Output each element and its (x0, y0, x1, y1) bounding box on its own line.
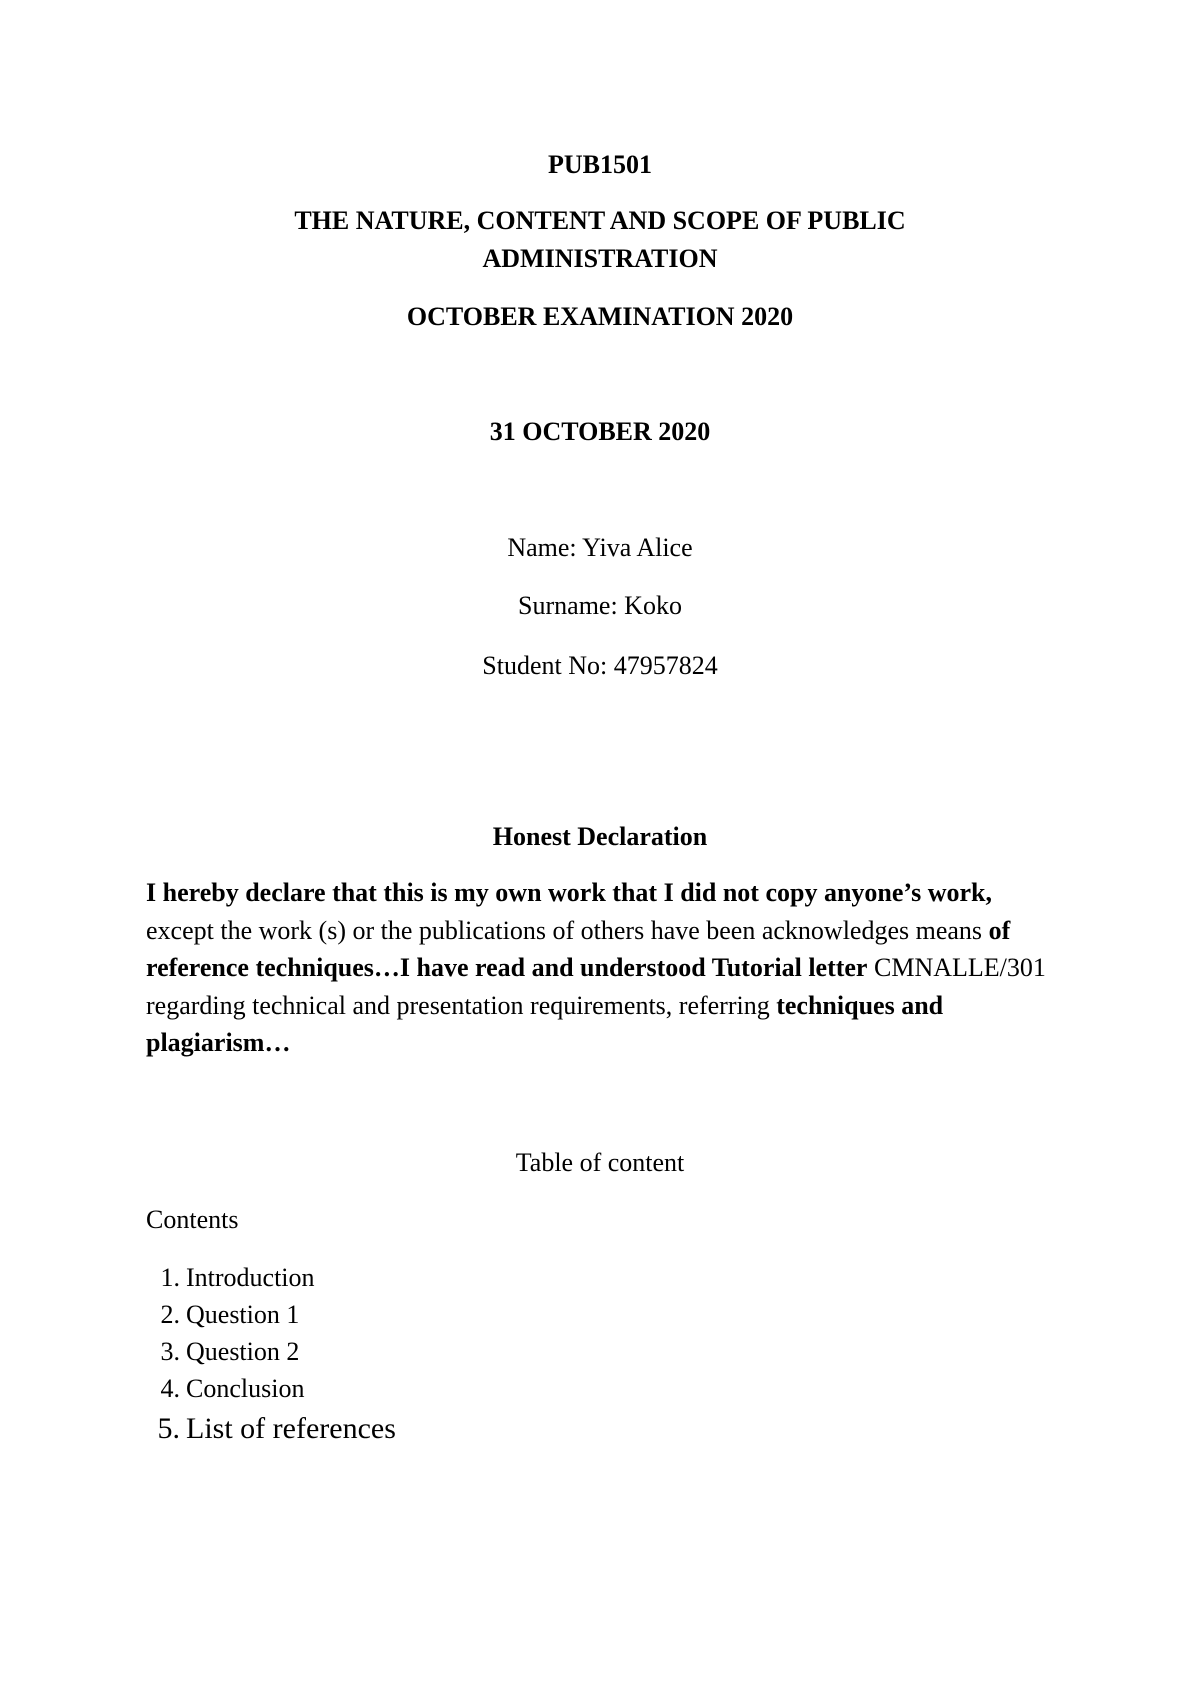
course-code: PUB1501 (548, 150, 652, 179)
toc-item-label: Question 2 (186, 1337, 300, 1366)
toc-item-introduction (146, 1259, 396, 1296)
course-title-line-1: THE NATURE, CONTENT AND SCOPE OF PUBLIC (294, 206, 906, 235)
student-number: Student No: 47957824 (482, 651, 718, 680)
declaration-segment: CMNALLE/301 regarding technical and presentation requirements, referring (146, 953, 1046, 1020)
toc-item-label: Question 1 (186, 1300, 300, 1329)
toc-item-list-of-references (146, 1407, 396, 1451)
declaration-heading: Honest Declaration (492, 822, 708, 851)
toc-list (146, 1259, 396, 1451)
declaration-segment: of reference techniques…I have read and understood Tutorial letter (146, 915, 1011, 982)
declaration-segment: I hereby declare that this is my own work that I did not copy anyone’s work, (146, 878, 993, 907)
exam-date: 31 OCTOBER 2020 (489, 417, 711, 446)
toc-item-number: 3. (160, 1337, 180, 1366)
toc-item-question-1 (146, 1296, 396, 1333)
declaration-segment: except the work (s) or the publications of others have been acknowledges means (146, 915, 983, 945)
toc-item-number: 1. (160, 1263, 180, 1292)
toc-item-number: 4. (160, 1374, 180, 1403)
toc-item-conclusion (146, 1370, 396, 1407)
course-title-line-2: ADMINISTRATION (482, 244, 718, 273)
declaration-text (146, 874, 1066, 1062)
toc-item-label: List of references (186, 1412, 396, 1445)
contents-label: Contents (146, 1205, 239, 1234)
toc-item-label: Conclusion (186, 1374, 305, 1403)
toc-item-number: 5. (157, 1412, 180, 1445)
toc-heading: Table of content (515, 1148, 685, 1177)
toc-item-number: 2. (160, 1300, 180, 1329)
toc-item-question-2 (146, 1333, 396, 1370)
declaration-segment: techniques and plagiarism… (146, 990, 944, 1057)
student-surname: Surname: Koko (518, 591, 682, 620)
exam-session: OCTOBER EXAMINATION 2020 (406, 302, 794, 331)
student-name: Name: Yiva Alice (507, 533, 693, 562)
course-title (0, 202, 1200, 278)
toc-item-label: Introduction (186, 1263, 315, 1292)
